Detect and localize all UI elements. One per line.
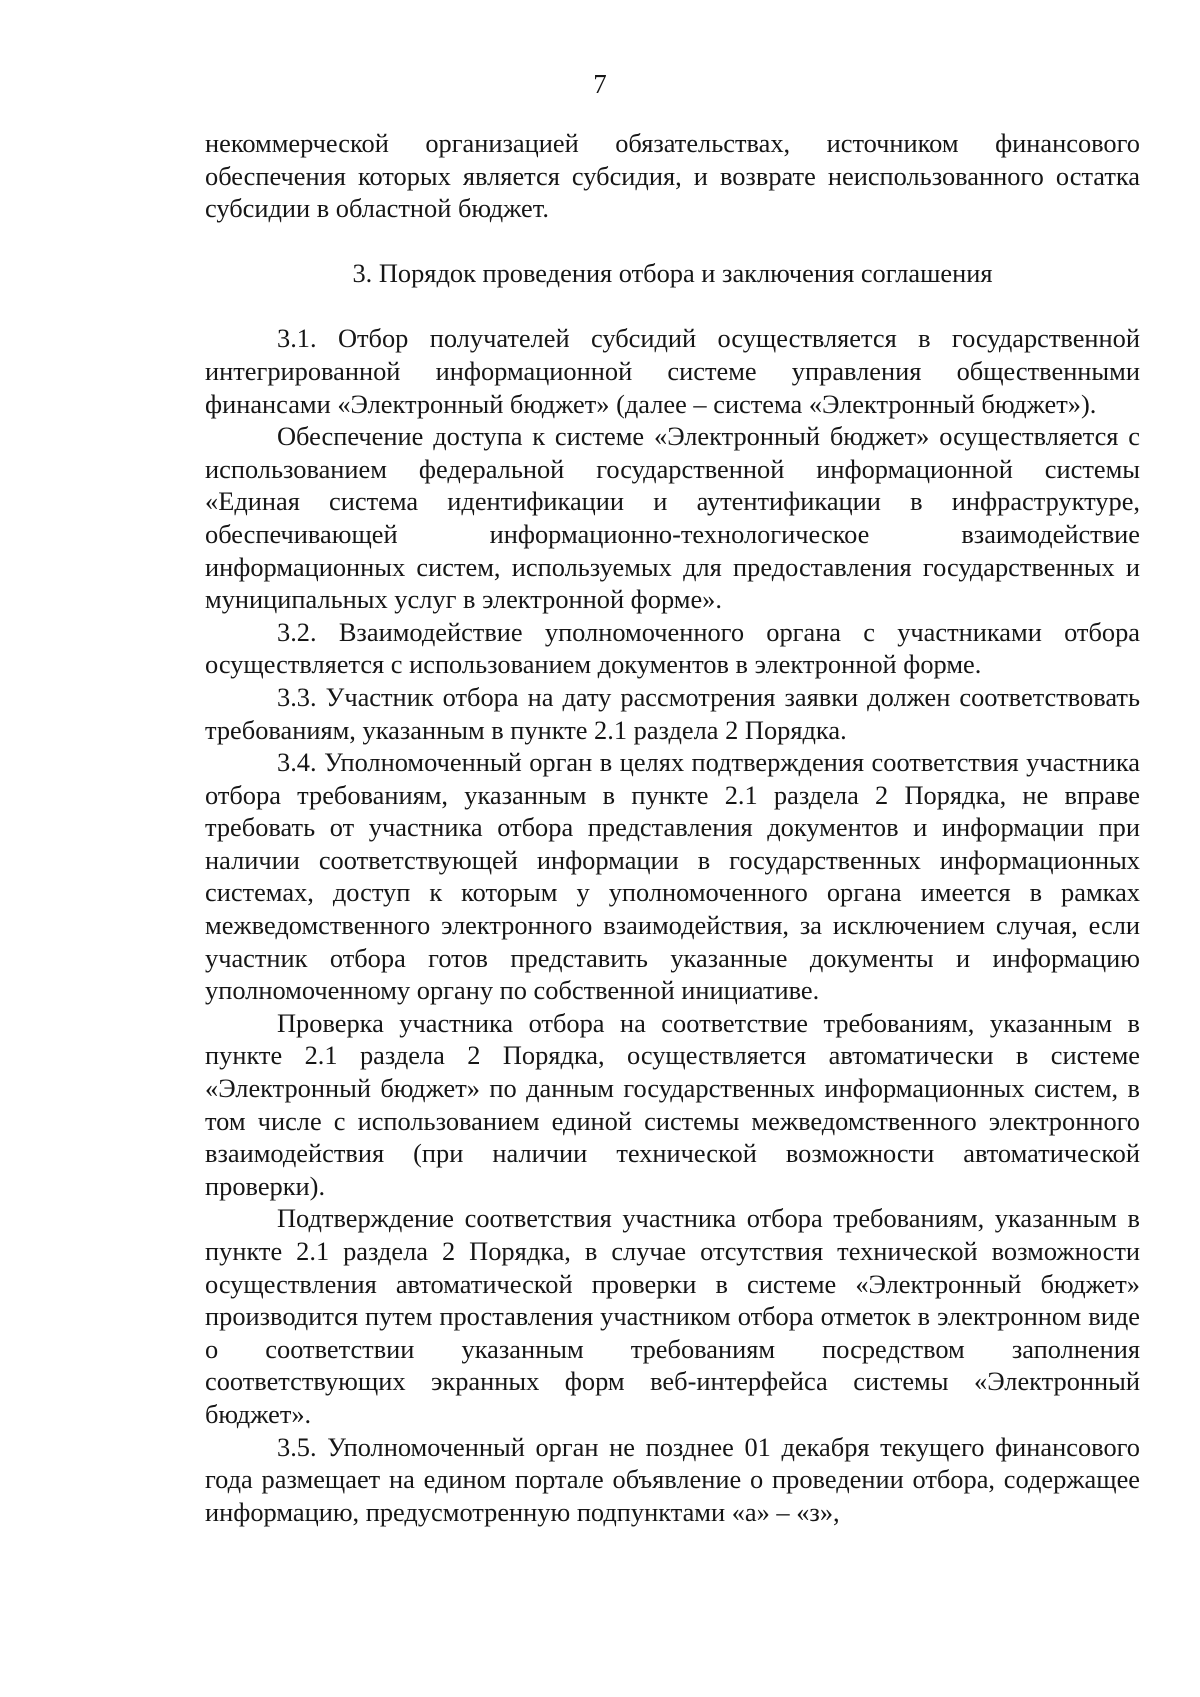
lead-paragraph: некоммерческой организацией обязательствах, источником финансового обеспечения которых является субсидия, и возврате неиспользованного остатка субсидии в областной бюджет.: [205, 128, 1140, 224]
paragraph-verification: Проверка участника отбора на соответствие требованиям, указанным в пункте 2.1 раздела 2 Порядка, осуществляется автоматически в системе «Электронный бюджет» по данным государственных информационных систем, в том числе с использованием единой системы межведомственного электронного взаимодействия (при наличии технической возможности автоматической проверки).: [205, 1007, 1140, 1201]
document-body: [205, 127, 1140, 1528]
paragraph-access: Обеспечение доступа к системе «Электронный бюджет» осуществляется с использованием федеральной государственной информационной системы «Единая система идентификации и аутентификации в инфраструктуре, обеспечивающей информационно-технологическое взаимодействие информационных систем, используемых для предоставления государственных и муниципальных услуг в электронной форме».: [205, 421, 1140, 615]
paragraph-3-4: 3.4. Уполномоченный орган в целях подтверждения соответствия участника отбора требованиям, указанным в пункте 2.1 раздела 2 Порядка, не вправе требовать от участника отбора представления документов и информации при наличии соответствующей информации в государственных информационных системах, доступ к которым у уполномоченного органа имеется в рамках межведомственного электронного взаимодействия, за исключением случая, если участник отбора готов представить указанные документы и информацию уполномоченному органу по собственной инициативе.: [205, 747, 1140, 1006]
section-heading: 3. Порядок проведения отбора и заключения соглашения: [352, 257, 993, 288]
paragraph-3-2: 3.2. Взаимодействие уполномоченного органа с участниками отбора осуществляется с использованием документов в электронной форме.: [205, 616, 1140, 680]
paragraph-confirmation: Подтверждение соответствия участника отбора требованиям, указанным в пункте 2.1 раздела 2 Порядка, в случае отсутствия технической возможности осуществления автоматической проверки в системе «Электронный бюджет» производится путем проставления участником отбора отметок в электронном виде о соответствии указанным требованиям посредством заполнения соответствующих экранных форм веб-интерфейса системы «Электронный бюджет».: [205, 1203, 1140, 1429]
page-number: 7: [593, 69, 607, 99]
paragraph-3-1: 3.1. Отбор получателей субсидий осуществляется в государственной интегрированной информационной системе управления общественными финансами «Электронный бюджет» (далее – система «Электронный бюджет»).: [205, 323, 1140, 419]
paragraph-3-5: 3.5. Уполномоченный орган не позднее 01 декабря текущего финансового года размещает на едином портале объявление о проведении отбора, содержащее информацию, предусмотренную подпунктами «а» – «з»,: [205, 1431, 1140, 1527]
paragraph-3-3: 3.3. Участник отбора на дату рассмотрения заявки должен соответствовать требованиям, указанным в пункте 2.1 раздела 2 Порядка.: [205, 681, 1140, 745]
